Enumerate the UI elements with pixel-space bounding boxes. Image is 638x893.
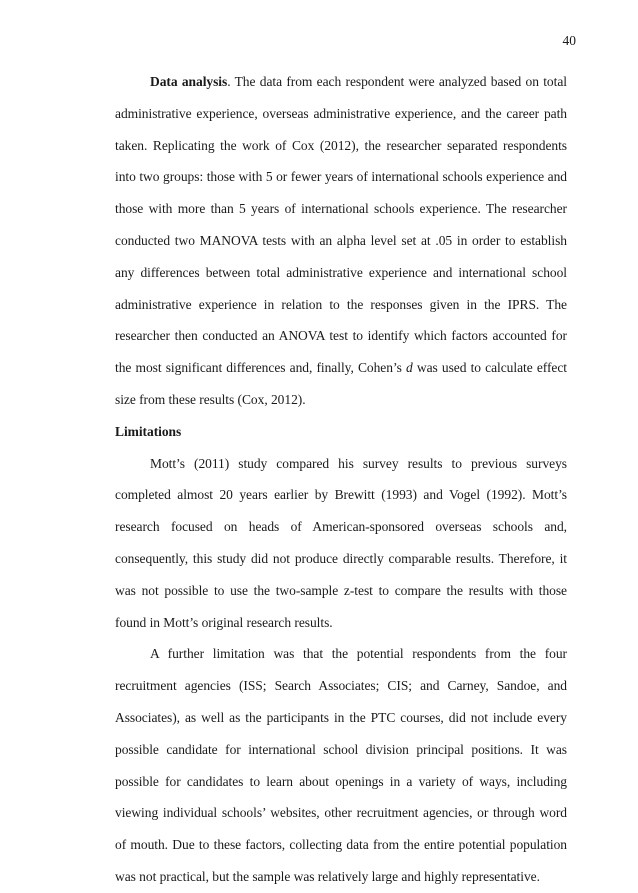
- data-analysis-text-1: . The data from each respondent were analyzed based on total administrative experience, overseas administrative experience, and the career path taken. Replicating the work of Cox (2012), the researcher separated respondents into two groups: those with 5 or fewer years of international schools experience and those with more than 5 years of international schools experience. The researcher conducted two MANOVA tests with an alpha level set at .05 in order to establish any differences between total administrative experience and international school administrative experience in relation to the responses given in the IPRS. The researcher then conducted an ANOVA test to identify which factors accounted for the most significant differences and, finally, Cohen’s: [115, 74, 567, 376]
- limitations-heading: Limitations: [115, 423, 182, 439]
- body-text: [115, 66, 567, 893]
- data-analysis-text-2: was used to calculate effect size from these results (Cox, 2012).: [115, 360, 567, 407]
- limitations-paragraph-2: A further limitation was that the potential respondents from the four recruitment agencies (ISS; Search Associates; CIS; and Carney, Sandoe, and Associates), as well as the participants in the PTC courses, did not include every possible candidate for international school division principal positions. It was possible for candidates to learn about openings in a variety of ways, including viewing individual schools’ websites, other recruitment agencies, or through word of mouth. Due to these factors, collecting data from the entire potential population was not practical, but the sample was relatively large and highly representative.: [115, 646, 567, 884]
- data-analysis-heading: Data analysis: [150, 74, 228, 89]
- data-analysis-paragraph: [115, 66, 567, 416]
- limitations-paragraph-1: Mott’s (2011) study compared his survey results to previous surveys completed almost 20 years earlier by Brewitt (1993) and Vogel (1992). Mott’s research focused on heads of American-sponsored overseas schools and, consequently, this study did not produce directly comparable results. Therefore, it was not possible to use the two-sample z-test to compare the results with those found in Mott’s original research results.: [115, 455, 567, 630]
- cohens-d-symbol: d: [406, 360, 413, 376]
- page-number: 40: [562, 33, 576, 48]
